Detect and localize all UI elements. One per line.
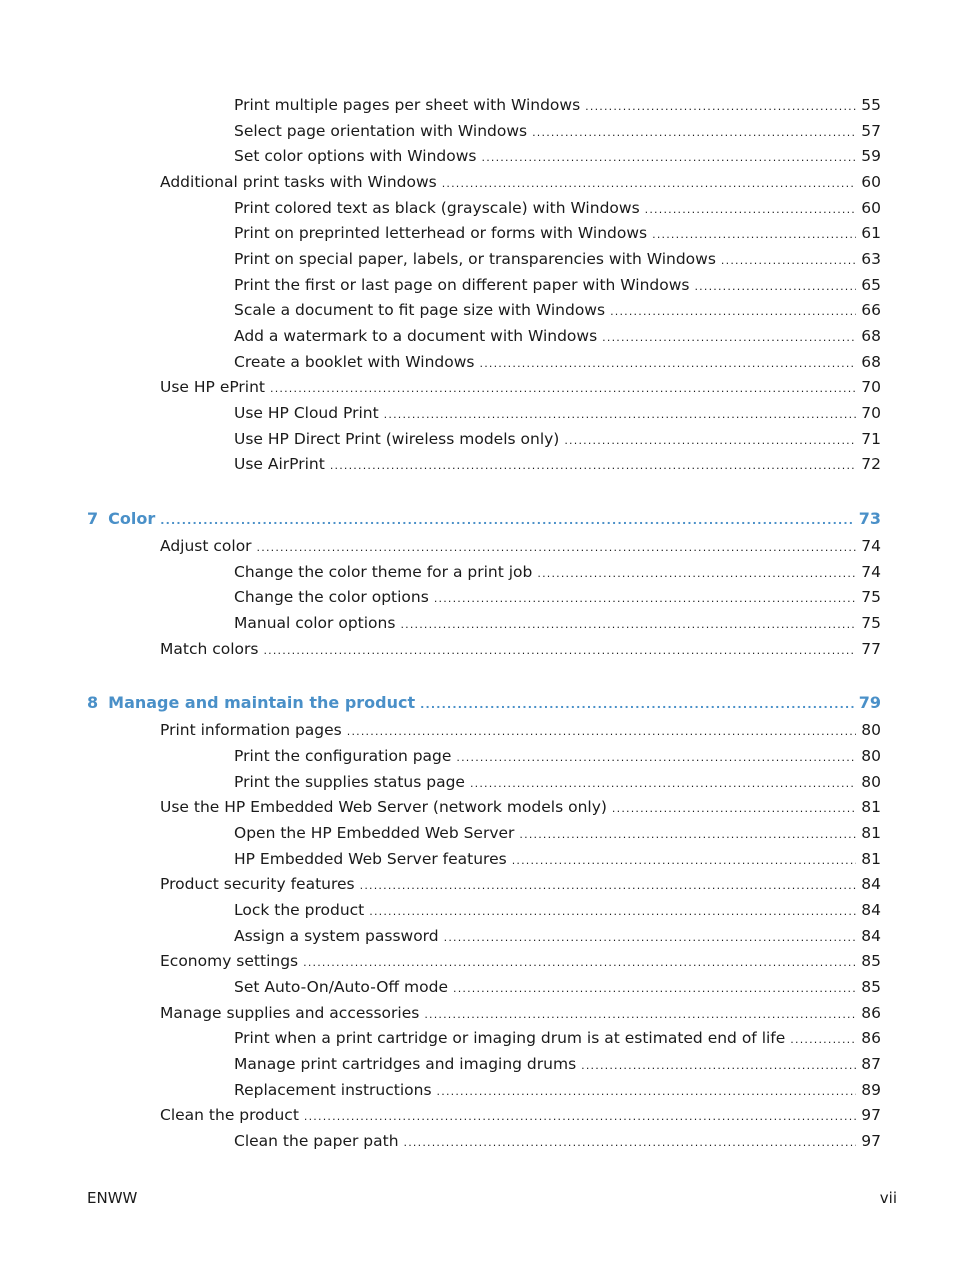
toc-entry-title: Select page orientation with Windows — [234, 122, 528, 140]
toc-entry-title: Scale a document to fit page size with Windows — [234, 301, 606, 319]
toc-entry[interactable] — [234, 746, 881, 766]
dot-leader — [347, 722, 857, 740]
toc-entry[interactable] — [234, 562, 881, 582]
toc-entry-page-number: 81 — [861, 850, 881, 868]
toc-entry-page-number: 97 — [861, 1106, 881, 1124]
dot-leader — [160, 511, 853, 529]
toc-entry-title: Assign a system password — [234, 927, 439, 945]
toc-entry[interactable] — [160, 874, 881, 894]
toc-entry-page-number: 81 — [861, 824, 881, 842]
dot-leader — [610, 302, 856, 320]
toc-entry-page-number: 74 — [861, 563, 881, 581]
toc-entry-title: Open the HP Embedded Web Server — [234, 824, 515, 842]
toc-entry-page-number: 84 — [861, 901, 881, 919]
dot-leader — [519, 825, 856, 843]
toc-entry-page-number: 85 — [861, 952, 881, 970]
toc-entry-title: Additional print tasks with Windows — [160, 173, 437, 191]
toc-entry[interactable] — [234, 1054, 881, 1074]
dot-leader — [532, 123, 856, 141]
dot-leader — [652, 225, 856, 243]
dot-leader — [444, 928, 857, 946]
toc-entry[interactable] — [234, 300, 881, 320]
dot-leader — [453, 979, 856, 997]
toc-entry[interactable] — [234, 352, 881, 372]
toc-entry[interactable] — [160, 1003, 881, 1023]
toc-entry-page-number: 79 — [858, 693, 881, 712]
toc-entry-page-number: 60 — [861, 173, 881, 191]
toc-entry-title: Use HP Cloud Print — [234, 404, 379, 422]
toc-entry-page-number: 73 — [858, 509, 881, 528]
toc-entry-page-number: 61 — [861, 224, 881, 242]
toc-entry-page-number: 86 — [861, 1004, 881, 1022]
toc-entry-page-number: 72 — [861, 455, 881, 473]
toc-entry[interactable] — [234, 429, 881, 449]
toc-entry[interactable] — [234, 1080, 881, 1100]
toc-entry-page-number: 57 — [861, 122, 881, 140]
toc-entry-page-number: 66 — [861, 301, 881, 319]
dot-leader — [303, 953, 856, 971]
toc-entry-title: Use AirPrint — [234, 455, 325, 473]
toc-entry-title: Use HP ePrint — [160, 378, 266, 396]
toc-entry[interactable] — [234, 326, 881, 346]
dot-leader — [585, 97, 856, 115]
toc-entry-page-number: 75 — [861, 588, 881, 606]
toc-entry-title: Print information pages — [160, 721, 342, 739]
toc-entry[interactable] — [234, 198, 881, 218]
dot-leader — [612, 799, 856, 817]
toc-entry-title: Adjust color — [160, 537, 252, 555]
footer-left-label: ENWW — [87, 1189, 138, 1207]
dot-leader — [721, 251, 856, 269]
dot-leader — [270, 379, 856, 397]
toc-entry-title: Lock the product — [234, 901, 365, 919]
toc-entry[interactable] — [160, 536, 881, 556]
toc-entry-title: Print on preprinted letterhead or forms with Windows — [234, 224, 648, 242]
toc-entry-title: Print colored text as black (grayscale) with Windows — [234, 199, 640, 217]
toc-entry-title: Clean the product — [160, 1106, 299, 1124]
toc-entry-title: Clean the paper path — [234, 1132, 399, 1150]
dot-leader — [694, 277, 856, 295]
toc-entry-page-number: 80 — [861, 747, 881, 765]
toc-entry-title: Print when a print cartridge or imaging drum is at estimated end of life — [234, 1029, 786, 1047]
toc-entry-title: Print the configuration page — [234, 747, 452, 765]
dot-leader — [512, 851, 857, 869]
dot-leader — [470, 774, 856, 792]
toc-entry[interactable] — [160, 951, 881, 971]
toc-entry-title: Print the first or last page on different paper with Windows — [234, 276, 690, 294]
toc-entry-page-number: 70 — [861, 404, 881, 422]
dot-leader — [790, 1030, 856, 1048]
dot-leader — [400, 615, 856, 633]
toc-entry-page-number: 55 — [861, 96, 881, 114]
toc-entry[interactable] — [234, 849, 881, 869]
toc-entry-page-number: 87 — [861, 1055, 881, 1073]
toc-entry-title: Print multiple pages per sheet with Windows — [234, 96, 581, 114]
toc-entry-page-number: 84 — [861, 875, 881, 893]
toc-entry-page-number: 77 — [861, 640, 881, 658]
toc-entry[interactable] — [234, 275, 881, 295]
toc-entry-page-number: 68 — [861, 327, 881, 345]
toc-entry[interactable] — [160, 797, 881, 817]
toc-entry-title: Use HP Direct Print (wireless models only) — [234, 430, 560, 448]
toc-entry-page-number: 75 — [861, 614, 881, 632]
toc-entry-title: Create a booklet with Windows — [234, 353, 475, 371]
dot-leader — [437, 1082, 857, 1100]
dot-leader — [257, 538, 857, 556]
toc-entry-page-number: 84 — [861, 927, 881, 945]
chapter-number: 8 — [87, 693, 99, 712]
toc-entry[interactable] — [234, 823, 881, 843]
dot-leader — [434, 589, 856, 607]
dot-leader — [482, 148, 857, 166]
toc-entry[interactable] — [160, 377, 881, 397]
toc-entry-title: Print on special paper, labels, or transparencies with Windows — [234, 250, 716, 268]
toc-entry-title: Add a watermark to a document with Windows — [234, 327, 598, 345]
toc-entry-page-number: 59 — [861, 147, 881, 165]
toc-entry[interactable] — [234, 926, 881, 946]
toc-entry-title: Manage supplies and accessories — [160, 1004, 420, 1022]
toc-entry-title: Manage and maintain the product — [108, 693, 416, 712]
toc-entry[interactable] — [234, 121, 881, 141]
dot-leader — [442, 174, 857, 192]
toc-entry[interactable] — [234, 454, 881, 474]
toc-entry-page-number: 60 — [861, 199, 881, 217]
toc-entry-title: Replacement instructions — [234, 1081, 432, 1099]
toc-entry[interactable] — [234, 900, 881, 920]
toc-entry-page-number: 81 — [861, 798, 881, 816]
dot-leader — [564, 431, 856, 449]
toc-entry[interactable] — [234, 403, 881, 423]
footer-page-number: vii — [879, 1189, 897, 1207]
dot-leader — [456, 748, 856, 766]
toc-entry-title: Set Auto-On/Auto-Off mode — [234, 978, 448, 996]
toc-chapter-entry[interactable] — [87, 509, 881, 529]
toc-entry[interactable] — [234, 223, 881, 243]
toc-entry-page-number: 63 — [861, 250, 881, 268]
toc-entry[interactable] — [234, 1131, 881, 1151]
dot-leader — [263, 641, 856, 659]
toc-entry-page-number: 70 — [861, 378, 881, 396]
toc-entry-title: Color — [108, 509, 156, 528]
dot-leader — [360, 876, 857, 894]
toc-entry[interactable] — [160, 639, 881, 659]
toc-entry[interactable] — [234, 95, 881, 115]
toc-entry-page-number: 89 — [861, 1081, 881, 1099]
dot-leader — [581, 1056, 856, 1074]
toc-entry-page-number: 68 — [861, 353, 881, 371]
dot-leader — [404, 1133, 857, 1151]
dot-leader — [602, 328, 856, 346]
toc-entry[interactable] — [160, 720, 881, 740]
toc-entry-title: Economy settings — [160, 952, 299, 970]
toc-entry-title: Manual color options — [234, 614, 396, 632]
toc-entry[interactable] — [234, 587, 881, 607]
dot-leader — [330, 456, 856, 474]
toc-entry-page-number: 65 — [861, 276, 881, 294]
toc-entry[interactable] — [234, 249, 881, 269]
dot-leader — [480, 354, 857, 372]
toc-entry-title: Manage print cartridges and imaging drums — [234, 1055, 577, 1073]
dot-leader — [424, 1005, 856, 1023]
toc-chapter-entry[interactable] — [87, 693, 881, 713]
toc-entry[interactable] — [234, 146, 881, 166]
toc-entry[interactable] — [234, 613, 881, 633]
toc-entry-title: Change the color options — [234, 588, 429, 606]
toc-entry[interactable] — [234, 1028, 881, 1048]
toc-entry-page-number: 86 — [861, 1029, 881, 1047]
dot-leader — [369, 902, 856, 920]
toc-entry-page-number: 71 — [861, 430, 881, 448]
toc-entry[interactable] — [160, 1105, 881, 1125]
toc-entry-title: HP Embedded Web Server features — [234, 850, 507, 868]
toc-entry[interactable] — [234, 772, 881, 792]
dot-leader — [537, 564, 856, 582]
toc-entry-title: Product security features — [160, 875, 355, 893]
dot-leader — [384, 405, 857, 423]
dot-leader — [304, 1107, 856, 1125]
toc-entry-title: Use the HP Embedded Web Server (network models only) — [160, 798, 607, 816]
toc-entry-title: Change the color theme for a print job — [234, 563, 533, 581]
toc-entry-title: Print the supplies status page — [234, 773, 465, 791]
toc-entry-title: Match colors — [160, 640, 259, 658]
toc-entry[interactable] — [160, 172, 881, 192]
chapter-number: 7 — [87, 509, 99, 528]
toc-entry-page-number: 80 — [861, 773, 881, 791]
toc-entry-page-number: 85 — [861, 978, 881, 996]
toc-entry-title: Set color options with Windows — [234, 147, 477, 165]
toc-entry-page-number: 97 — [861, 1132, 881, 1150]
dot-leader — [420, 695, 854, 713]
toc-entry-page-number: 74 — [861, 537, 881, 555]
dot-leader — [645, 200, 857, 218]
toc-entry-page-number: 80 — [861, 721, 881, 739]
toc-entry[interactable] — [234, 977, 881, 997]
